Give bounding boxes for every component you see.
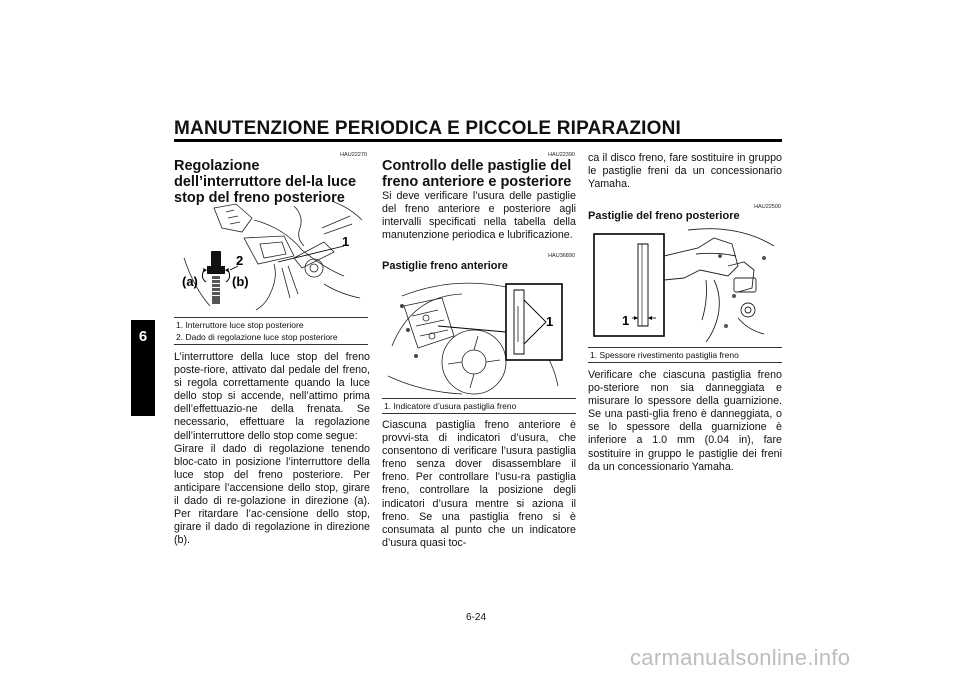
caption-list [176,320,370,343]
section-code: HAU22270 [340,152,367,158]
rear-brake-illustration [588,226,782,344]
paragraph: L’interruttore della luce stop del freno poste-riore, attivato dal pedale del freno, si regola correttamente quando la luce dello stop si accende, nell’attimo prima dell’effettuazio-ne della frenata. Se necessario, effettuare la regolazione dell’interruttore dello stop come segue: [174,351,370,442]
rear-brake-figure [588,226,782,344]
brake-switch-illustration [174,198,368,316]
front-brake-figure [382,276,576,396]
figure-label-a: (a) [182,274,198,289]
figure-label-1: 1 [342,234,350,249]
caption-item: 1. Interruttore luce stop posteriore [176,320,304,330]
subsection-code: HAU36890 [548,253,575,259]
caption-rule [588,362,782,363]
paragraph: Girare il dado di regolazione tenendo bloc-cato in posizione l’interruttore della luce stop del freno posteriore. Per anticipare l’accensione dello stop, girare il dado di re-golazione in direzione (a). Per ritardare l’ac-censione dello stop, girare il dado di regolazione in direzione (b). [174,442,370,547]
section-code: HAU22390 [548,152,575,158]
section-heading: Regolazione dell’interruttore del-la luce stop del freno posteriore [174,158,357,206]
subsection-code: HAU22500 [754,204,781,210]
watermark: carmanualsonline.info [630,645,851,670]
body-text: Verificare che ciascuna pastiglia freno po-steriore non sia danneggiata e misurare lo spessore della guarnizione. Se una pasti-glia freno è danneggiata, o se lo spessore della guarnizione è inferiore a 1.0 mm (0.04 in), fare sostituire in gruppo le pastiglie dei freni da un concessionario Yamaha. [588,369,782,473]
page-number: 6-24 [466,612,487,623]
figure-label-1: 1 [622,313,630,328]
continued-text: ca il disco freno, fare sostituire in gruppo le pastiglie freni da un concessionario Yamaha. [588,152,782,191]
subsection-heading: Pastiglie freno anteriore [382,260,508,272]
caption-rule [382,398,576,399]
caption-rule [174,317,368,318]
caption-item: 1. Indicatore d’usura pastiglia freno [384,401,517,411]
body-text: Ciascuna pastiglia freno anteriore è provvi-sta di indicatori d’usura, che consentono di verificare l’usura pastiglia freno senza dover disassemblare il freno. Per controllare l’usu-ra pastiglia freno, controllare la posizione degli indicatori d’usura mentre si aziona il freno. Se una pastiglia freno si è consumata al punto che un indicatore d’usura quasi toc- [382,419,576,549]
page-title: MANUTENZIONE PERIODICA E PICCOLE RIPARAZIONI [174,118,682,139]
figure-label-2: 2 [236,253,244,268]
figure-label-1: 1 [546,314,554,329]
section-heading: Controllo delle pastiglie del freno anteriore e posteriore [382,158,572,190]
caption-rule [588,347,782,348]
brake-switch-figure [174,198,368,316]
body-text [174,351,370,547]
subsection-heading: Pastiglie del freno posteriore [588,210,740,222]
intro-text: Si deve verificare l’usura delle pastiglie del freno anteriore e posteriore agli intervalli specificati nella tabella della manutenzione periodica e lubrificazione. [382,190,576,242]
caption-item: 1. Spessore rivestimento pastiglia freno [590,350,739,360]
caption-rule [174,344,368,345]
front-brake-illustration [382,276,576,396]
figure-label-b: (b) [232,274,249,289]
caption-rule [382,413,576,414]
header-rule [174,139,782,142]
caption-item: 2. Dado di regolazione luce stop posteriore [176,331,338,342]
chapter-tab: 6 [131,320,155,416]
